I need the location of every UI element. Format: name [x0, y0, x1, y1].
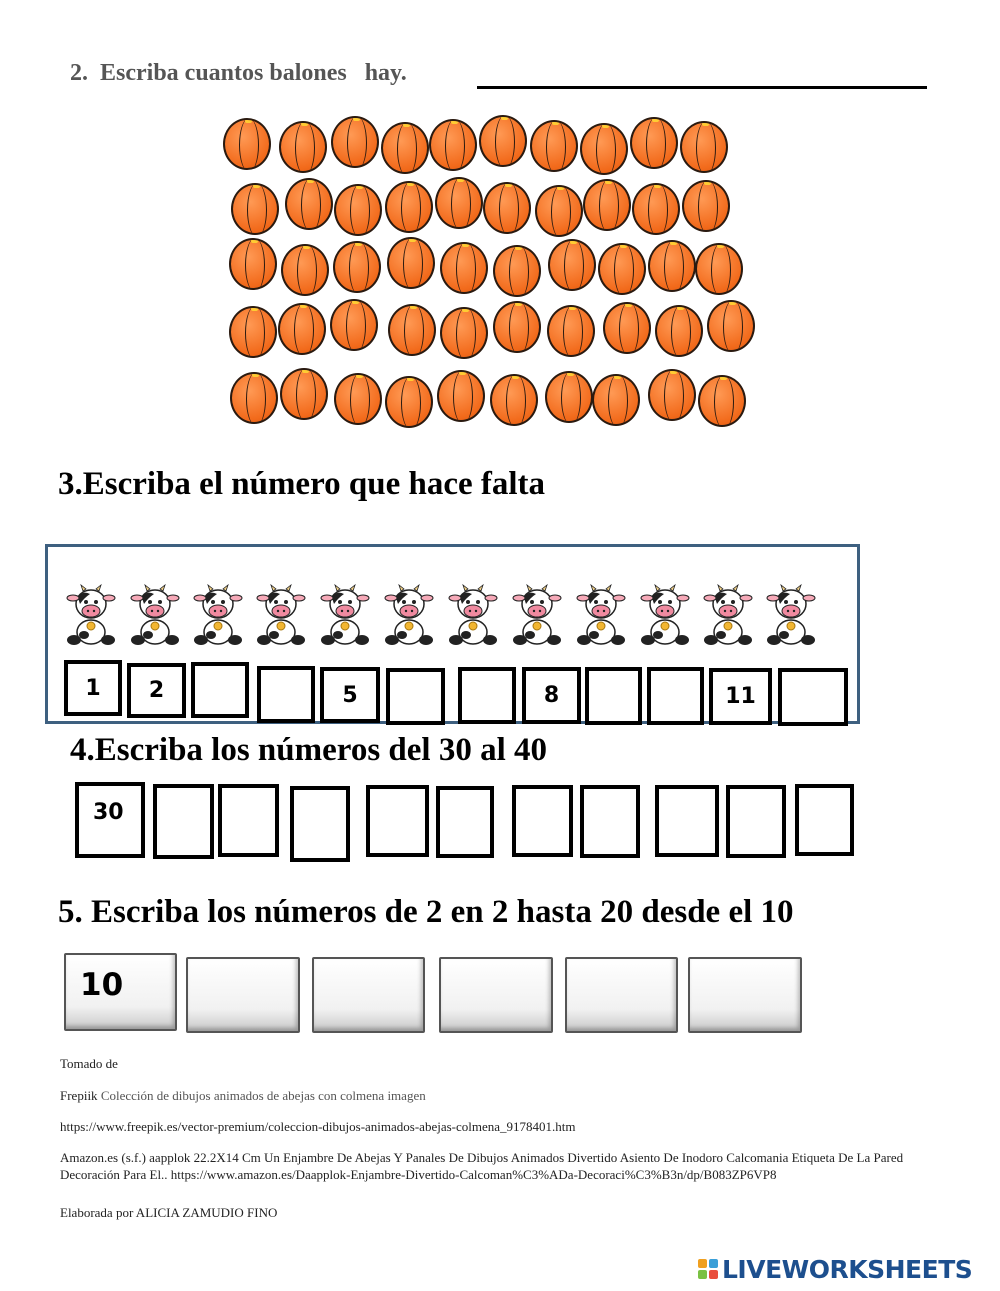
answer-box[interactable] — [191, 662, 249, 718]
number-box: 30 — [75, 782, 145, 858]
ball-icon — [330, 299, 378, 351]
ball-icon — [580, 123, 628, 175]
answer-box[interactable] — [688, 957, 802, 1033]
reference-freepik-name: Frepiik — [60, 1088, 98, 1103]
ball-icon — [334, 184, 382, 236]
cow-icon — [762, 582, 820, 648]
reference-freepik — [60, 1087, 426, 1104]
logo-mark-square — [698, 1259, 707, 1268]
answer-box[interactable] — [647, 667, 704, 725]
ball-icon — [490, 374, 538, 426]
ball-icon — [682, 180, 730, 232]
ball-icon — [648, 240, 696, 292]
ball-icon — [592, 374, 640, 426]
ball-icon — [632, 183, 680, 235]
ball-icon — [598, 243, 646, 295]
ball-icon — [707, 300, 755, 352]
ball-icon — [279, 121, 327, 173]
ball-icon — [603, 302, 651, 354]
reference-freepik-desc: Colección de dibujos animados de abejas con colmena imagen — [97, 1088, 426, 1103]
ball-icon — [385, 181, 433, 233]
reference-taken-from: Tomado de — [60, 1056, 118, 1071]
answer-box[interactable] — [726, 785, 786, 858]
answer-box[interactable] — [218, 784, 279, 857]
ball-icon — [385, 376, 433, 428]
ball-icon — [278, 303, 326, 355]
cow-icon — [699, 582, 757, 648]
answer-box[interactable] — [580, 785, 640, 858]
ball-icon — [583, 179, 631, 231]
number-box: 10 — [64, 953, 177, 1031]
balls-group — [0, 0, 1000, 460]
question-3-title: 3.Escriba el número que hace falta — [58, 466, 546, 502]
cow-icon — [636, 582, 694, 648]
number-box: 1 — [64, 660, 122, 716]
logo-text: LIVEWORKSHEETS — [722, 1254, 973, 1284]
question-2-title: 2. Escriba cuantos balones hay. — [70, 60, 407, 86]
answer-box[interactable] — [290, 786, 350, 862]
cow-icon — [62, 582, 120, 648]
ball-icon — [493, 301, 541, 353]
ball-icon — [493, 245, 541, 297]
ball-icon — [440, 307, 488, 359]
answer-box[interactable] — [186, 957, 300, 1033]
ball-icon — [387, 237, 435, 289]
ball-icon — [547, 305, 595, 357]
number-box: 11 — [709, 668, 772, 725]
reference-author: Elaborada por ALICIA ZAMUDIO FINO — [60, 1205, 278, 1220]
cow-icon — [252, 582, 310, 648]
ball-icon — [381, 122, 429, 174]
cow-icon — [189, 582, 247, 648]
ball-icon — [440, 242, 488, 294]
logo-mark-square — [709, 1259, 718, 1268]
answer-box[interactable] — [153, 784, 214, 859]
answer-box[interactable] — [439, 957, 553, 1033]
ball-icon — [435, 177, 483, 229]
cow-icon — [444, 582, 502, 648]
answer-box[interactable] — [257, 666, 315, 723]
ball-icon — [231, 183, 279, 235]
ball-icon — [680, 121, 728, 173]
ball-icon — [695, 243, 743, 295]
ball-icon — [281, 244, 329, 296]
answer-box[interactable] — [366, 785, 429, 857]
ball-icon — [437, 370, 485, 422]
ball-icon — [545, 371, 593, 423]
cow-icon — [508, 582, 566, 648]
ball-icon — [483, 182, 531, 234]
ball-icon — [331, 116, 379, 168]
ball-icon — [229, 238, 277, 290]
ball-icon — [388, 304, 436, 356]
ball-icon — [429, 119, 477, 171]
cow-icon — [126, 582, 184, 648]
ball-icon — [230, 372, 278, 424]
ball-icon — [223, 118, 271, 170]
answer-box[interactable] — [512, 785, 573, 857]
ball-icon — [530, 120, 578, 172]
ball-icon — [535, 185, 583, 237]
answer-box[interactable] — [585, 667, 642, 725]
liveworksheets-logo — [698, 1254, 972, 1284]
question-5-title: 5. Escriba los números de 2 en 2 hasta 20 desde el 10 — [58, 894, 794, 930]
ball-icon — [334, 373, 382, 425]
answer-box[interactable] — [795, 784, 854, 856]
cow-icon — [316, 582, 374, 648]
answer-box[interactable] — [436, 786, 494, 858]
number-box: 5 — [320, 667, 380, 723]
logo-mark-square — [698, 1270, 707, 1279]
ball-icon — [548, 239, 596, 291]
cow-icon — [380, 582, 438, 648]
answer-box[interactable] — [655, 785, 719, 857]
answer-box[interactable] — [778, 668, 848, 726]
ball-icon — [648, 369, 696, 421]
number-box: 2 — [127, 663, 186, 718]
ball-icon — [229, 306, 277, 358]
reference-freepik-url[interactable]: https://www.freepik.es/vector-premium/coleccion-dibujos-animados-abejas-colmena_9178401.htm — [60, 1119, 576, 1134]
ball-icon — [479, 115, 527, 167]
logo-mark-icon — [698, 1259, 718, 1279]
ball-icon — [630, 117, 678, 169]
answer-box[interactable] — [312, 957, 425, 1033]
answer-box[interactable] — [458, 667, 516, 724]
ball-icon — [655, 305, 703, 357]
answer-box[interactable] — [386, 668, 445, 725]
answer-box[interactable] — [565, 957, 678, 1033]
ball-icon — [280, 368, 328, 420]
question-4-title: 4.Escriba los números del 30 al 40 — [70, 732, 548, 768]
number-box: 8 — [522, 667, 581, 724]
ball-icon — [285, 178, 333, 230]
cow-icon — [572, 582, 630, 648]
ball-icon — [698, 375, 746, 427]
logo-mark-square — [709, 1270, 718, 1279]
reference-amazon: Amazon.es (s.f.) aapplok 22.2X14 Cm Un Enjambre De Abejas Y Panales De Dibujos Animados Divertido Asiento De Inodoro Calcomania Etiqueta De La Pared Decoración Para El.. https://www.amazon.es/Daapplok-Enjambre-Divertido-Calcoman%C3%ADa-Decoraci%C3%B3n/dp/B083ZP6VP8 — [60, 1150, 904, 1182]
ball-icon — [333, 241, 381, 293]
